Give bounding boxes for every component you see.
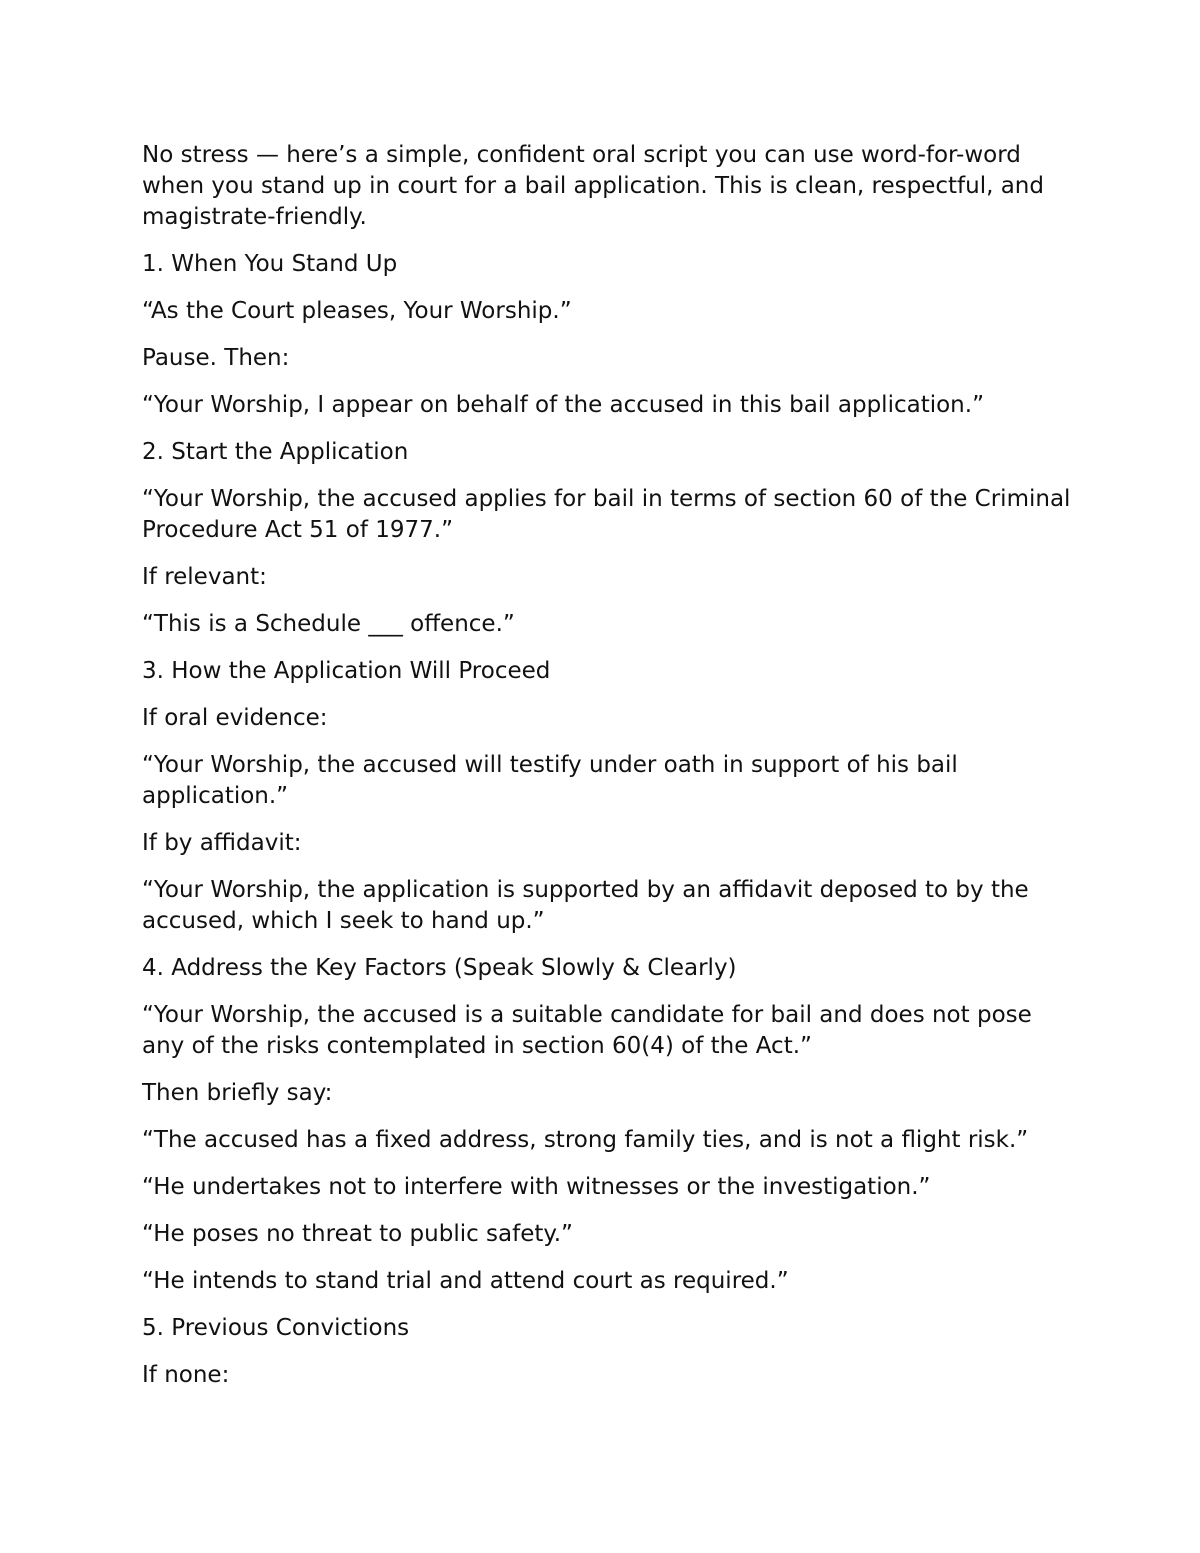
script-quote: “As the Court pleases, Your Worship.” xyxy=(142,298,572,324)
script-quote: “He poses no threat to public safety.” xyxy=(142,1221,573,1247)
instruction-text: If by affidavit: xyxy=(142,830,302,856)
instruction-text: Then briefly say: xyxy=(142,1080,333,1106)
section-heading-4: 4. Address the Key Factors (Speak Slowly & Clearly) xyxy=(142,955,737,981)
script-quote: “He intends to stand trial and attend court as required.” xyxy=(142,1268,789,1294)
section-heading-2: 2. Start the Application xyxy=(142,439,409,465)
script-quote: “He undertakes not to interfere with witnesses or the investigation.” xyxy=(142,1174,931,1200)
document-body xyxy=(142,140,1072,1407)
intro-paragraph: No stress — here’s a simple, confident oral script you can use word-for-word when you stand up in court for a bail application. This is clean, respectful, and magistrate-friendly. xyxy=(142,142,1044,230)
script-quote: “Your Worship, I appear on behalf of the accused in this bail application.” xyxy=(142,392,984,418)
instruction-text: If oral evidence: xyxy=(142,705,328,731)
instruction-text: If none: xyxy=(142,1362,230,1388)
script-quote: “Your Worship, the accused is a suitable candidate for bail and does not pose any of the risks contemplated in section 60(4) of the Act.” xyxy=(142,1002,1032,1059)
section-heading-3: 3. How the Application Will Proceed xyxy=(142,658,551,684)
section-heading-5: 5. Previous Convictions xyxy=(142,1315,410,1341)
section-heading-1: 1. When You Stand Up xyxy=(142,251,398,277)
script-quote: “Your Worship, the accused will testify under oath in support of his bail application.” xyxy=(142,752,958,809)
instruction-text: Pause. Then: xyxy=(142,345,290,371)
script-quote: “Your Worship, the accused applies for bail in terms of section 60 of the Criminal Procedure Act 51 of 1977.” xyxy=(142,486,1071,543)
script-quote: “The accused has a fixed address, strong family ties, and is not a flight risk.” xyxy=(142,1127,1029,1153)
script-quote: “This is a Schedule ___ offence.” xyxy=(142,611,515,637)
instruction-text: If relevant: xyxy=(142,564,267,590)
script-quote: “Your Worship, the application is supported by an affidavit deposed to by the accused, which I seek to hand up.” xyxy=(142,877,1029,934)
